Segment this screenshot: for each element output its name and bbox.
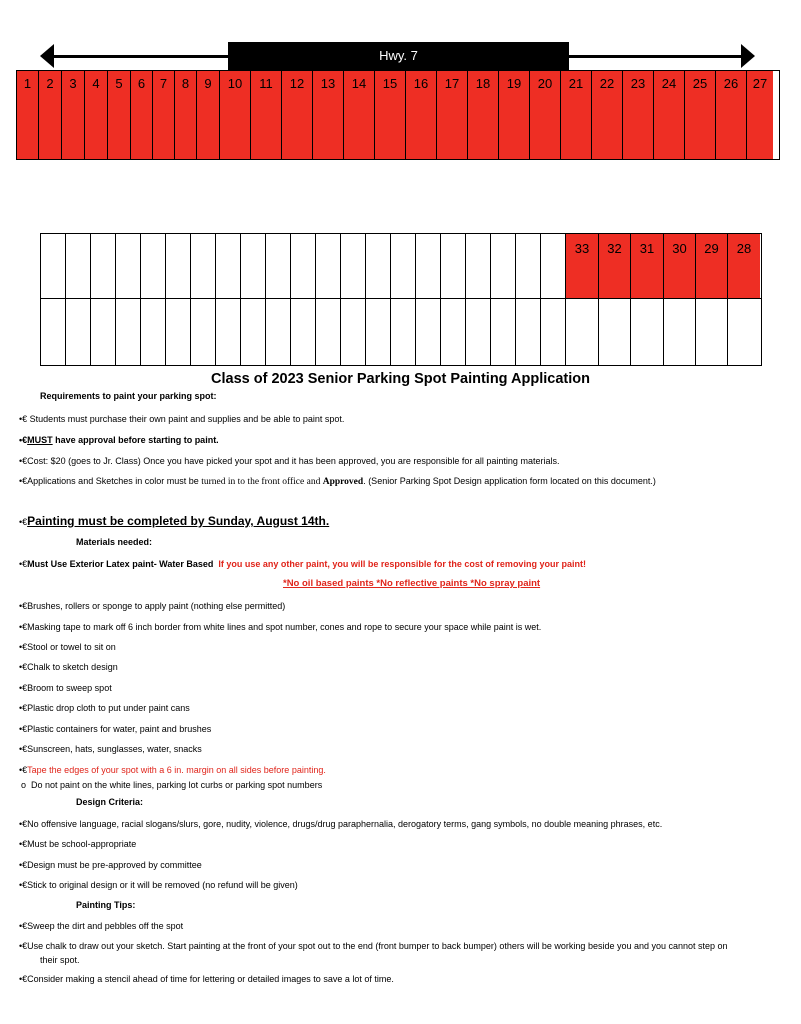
design-heading: Design Criteria: <box>76 797 144 807</box>
material-warning: If you use any other paint, you will be responsible for the cost of removing your paint! <box>218 559 586 569</box>
bullet: •€ <box>19 559 28 569</box>
material-item-9 <box>19 744 202 754</box>
tip-item-2-cont: their spot. <box>40 955 80 965</box>
req-item-4 <box>19 476 656 487</box>
tip-text: Sweep the dirt and pebbles off the spot <box>27 921 184 931</box>
design-item-4 <box>19 880 298 890</box>
tip-item-2 <box>19 941 728 951</box>
material-text: Sunscreen, hats, sunglasses, water, snacks <box>27 744 202 754</box>
lot-cell-empty <box>141 234 166 298</box>
parking-spot-28: 28 <box>728 234 760 298</box>
material-item-5 <box>19 662 118 672</box>
tip-text: Use chalk to draw out your sketch. Start painting at the front of your spot out to the end (front bumper to back bumper) others will be working beside you and you cannot step on <box>27 941 728 951</box>
parking-spot-15: 15 <box>375 71 406 159</box>
tip-item-3 <box>19 974 394 984</box>
lot-cell-empty <box>391 234 416 298</box>
material-item-7 <box>19 703 190 713</box>
bullet: •€ <box>19 622 28 632</box>
material-text: Do not paint on the white lines, parking lot curbs or parking spot numbers <box>31 780 323 790</box>
design-text: Design must be pre-approved by committee <box>27 860 202 870</box>
parking-spot-25: 25 <box>685 71 716 159</box>
deadline <box>19 514 329 528</box>
bullet: •€ <box>19 839 28 849</box>
highway-label: Hwy. 7 <box>228 42 569 70</box>
lot-cell-empty <box>728 299 760 365</box>
right-arrow-icon <box>741 44 755 68</box>
lot-cell-empty <box>241 234 266 298</box>
parking-spot-4: 4 <box>85 71 108 159</box>
parking-spot-18: 18 <box>468 71 499 159</box>
lot-cell-empty <box>116 299 141 365</box>
material-item-10 <box>19 765 326 775</box>
parking-spot-26: 26 <box>716 71 747 159</box>
req-text-4a: Applications and Sketches in color must be <box>27 476 202 486</box>
material-item-4 <box>19 642 116 652</box>
parking-spot-21: 21 <box>561 71 592 159</box>
req-approved: Approved <box>322 477 364 487</box>
lot-cell-empty <box>566 299 599 365</box>
lot-cell-empty <box>441 299 466 365</box>
bullet: •€ <box>19 744 28 754</box>
lot-cell-empty <box>266 299 291 365</box>
parking-spot-8: 8 <box>175 71 197 159</box>
req-text-4d: . (Senior Parking Spot Design application form located on this document.) <box>363 476 656 486</box>
lot-cell-empty <box>416 299 441 365</box>
left-arrow-icon <box>40 44 54 68</box>
lot-cell-empty <box>491 299 516 365</box>
lot-cell-empty <box>366 299 391 365</box>
lot-cell-empty <box>41 234 66 298</box>
req-text-3: Cost: $20 (goes to Jr. Class) Once you have picked your spot and it has been approved, you are responsible for all painting materials. <box>27 456 560 466</box>
lot-cell-empty <box>66 234 91 298</box>
lot-cell-empty <box>291 299 316 365</box>
lot-cell-empty <box>341 299 366 365</box>
lot-cell-empty <box>191 234 216 298</box>
req-text-2: have approval before starting to paint. <box>52 435 219 445</box>
material-item-6 <box>19 683 112 693</box>
material-text: Chalk to sketch design <box>27 662 118 672</box>
bullet: •€ <box>19 765 28 775</box>
lot-row-upper <box>41 234 761 299</box>
bullet: •€ <box>19 414 28 424</box>
parking-spot-13: 13 <box>313 71 344 159</box>
bullet: •€ <box>19 683 28 693</box>
bullet: •€ <box>19 941 28 951</box>
design-text: No offensive language, racial slogans/slurs, gore, nudity, violence, drugs/drug paraphernalia, derogatory terms, gang symbols, no double meaning phrases, etc. <box>27 819 663 829</box>
lot-cell-empty <box>166 234 191 298</box>
tips-heading: Painting Tips: <box>76 900 136 910</box>
tip-item-1 <box>19 921 183 931</box>
parking-spot-12: 12 <box>282 71 313 159</box>
parking-spot-7: 7 <box>153 71 175 159</box>
lot-cell-empty <box>466 299 491 365</box>
bullet: •€ <box>19 703 28 713</box>
lot-cell-empty <box>631 299 664 365</box>
design-item-3 <box>19 860 202 870</box>
parking-spot-24: 24 <box>654 71 685 159</box>
parking-spot-33: 33 <box>566 234 599 298</box>
material-text: Plastic drop cloth to put under paint cans <box>27 703 190 713</box>
lot-cell-empty <box>541 234 566 298</box>
material-item-8 <box>19 724 211 734</box>
lot-cell-empty <box>599 299 631 365</box>
material-text: Brushes, rollers or sponge to apply paint (nothing else permitted) <box>27 601 286 611</box>
lot-cell-empty <box>241 299 266 365</box>
parking-spot-20: 20 <box>530 71 561 159</box>
req-item-2 <box>19 435 219 445</box>
bullet: •€ <box>19 880 28 890</box>
bullet: •€ <box>19 456 28 466</box>
parking-spot-29: 29 <box>696 234 728 298</box>
requirements-heading: Requirements to paint your parking spot: <box>40 391 217 401</box>
material-text: Broom to sweep spot <box>27 683 112 693</box>
req-item-3 <box>19 456 559 466</box>
parking-spot-32: 32 <box>599 234 631 298</box>
parking-spot-16: 16 <box>406 71 437 159</box>
lot-cell-empty <box>491 234 516 298</box>
lot-cell-empty <box>66 299 91 365</box>
parking-spot-23: 23 <box>623 71 654 159</box>
parking-spot-22: 22 <box>592 71 623 159</box>
parking-spot-10: 10 <box>220 71 251 159</box>
material-text-1: Must Use Exterior Latex paint- Water Based <box>27 559 214 569</box>
bullet: •€ <box>19 476 28 486</box>
lot-cell-empty <box>216 234 241 298</box>
parking-spot-11: 11 <box>251 71 282 159</box>
parking-spot-14: 14 <box>344 71 375 159</box>
design-item-2 <box>19 839 136 849</box>
top-parking-row <box>16 70 780 160</box>
lot-cell-empty <box>416 234 441 298</box>
material-text: Stool or towel to sit on <box>27 642 116 652</box>
material-text: Plastic containers for water, paint and brushes <box>27 724 212 734</box>
parking-spot-19: 19 <box>499 71 530 159</box>
req-text-1: Students must purchase their own paint and supplies and be able to paint spot. <box>29 414 345 424</box>
bullet: •€ <box>19 974 28 984</box>
lot-cell-empty <box>541 299 566 365</box>
material-no-paints: *No oil based paints *No reflective paints *No spray paint <box>283 578 541 589</box>
bullet: •€ <box>19 517 28 527</box>
sub-bullet: o <box>21 780 27 790</box>
lot-cell-empty <box>116 234 141 298</box>
bullet: •€ <box>19 662 28 672</box>
lot-cell-empty <box>516 234 541 298</box>
bullet: •€ <box>19 860 28 870</box>
lot-cell-empty <box>41 299 66 365</box>
lot-cell-empty <box>91 299 116 365</box>
materials-heading: Materials needed: <box>76 537 153 547</box>
parking-spot-3: 3 <box>62 71 85 159</box>
lot-cell-empty <box>191 299 216 365</box>
lot-cell-empty <box>166 299 191 365</box>
lot-cell-empty <box>366 234 391 298</box>
parking-spot-27: 27 <box>747 71 773 159</box>
bottom-parking-lot <box>40 233 762 366</box>
req-text-4b: turned in to the front office and <box>201 477 323 487</box>
bullet: •€ <box>19 642 28 652</box>
tip-text: Consider making a stencil ahead of time for lettering or detailed images to save a lot of time. <box>27 974 394 984</box>
parking-spot-1: 1 <box>17 71 39 159</box>
req-must: MUST <box>27 435 53 445</box>
lot-cell-empty <box>216 299 241 365</box>
material-tape-note: Tape the edges of your spot with a 6 in. margin on all sides before painting. <box>27 765 326 775</box>
lot-cell-empty <box>341 234 366 298</box>
deadline-text: Painting must be completed by Sunday, August 14th. <box>27 514 330 528</box>
lot-cell-empty <box>91 234 116 298</box>
parking-spot-6: 6 <box>131 71 153 159</box>
material-item-3 <box>19 622 541 632</box>
lot-cell-empty <box>291 234 316 298</box>
lot-cell-empty <box>266 234 291 298</box>
design-item-1 <box>19 819 662 829</box>
lot-row-lower <box>41 299 761 365</box>
parking-spot-9: 9 <box>197 71 220 159</box>
lot-cell-empty <box>664 299 696 365</box>
parking-spot-17: 17 <box>437 71 468 159</box>
design-text: Stick to original design or it will be removed (no refund will be given) <box>27 880 298 890</box>
design-text: Must be school-appropriate <box>27 839 137 849</box>
material-item-2 <box>19 601 285 611</box>
material-item-1 <box>19 559 586 569</box>
lot-cell-empty <box>516 299 541 365</box>
document-title: Class of 2023 Senior Parking Spot Painting Application <box>211 371 590 387</box>
lot-cell-empty <box>466 234 491 298</box>
lot-cell-empty <box>141 299 166 365</box>
lot-cell-empty <box>316 299 341 365</box>
bullet: •€ <box>19 601 28 611</box>
parking-spot-30: 30 <box>664 234 696 298</box>
lot-cell-empty <box>696 299 728 365</box>
bullet: •€ <box>19 724 28 734</box>
bullet: •€ <box>19 435 28 445</box>
bullet: •€ <box>19 819 28 829</box>
parking-spot-31: 31 <box>631 234 664 298</box>
bullet: •€ <box>19 921 28 931</box>
lot-cell-empty <box>441 234 466 298</box>
lot-cell-empty <box>391 299 416 365</box>
lot-cell-empty <box>316 234 341 298</box>
material-text: Masking tape to mark off 6 inch border from white lines and spot number, cones and rope to secure your space while paint is wet. <box>27 622 542 632</box>
req-item-1 <box>19 414 344 424</box>
material-item-11 <box>21 780 322 790</box>
parking-spot-2: 2 <box>39 71 62 159</box>
parking-spot-5: 5 <box>108 71 131 159</box>
